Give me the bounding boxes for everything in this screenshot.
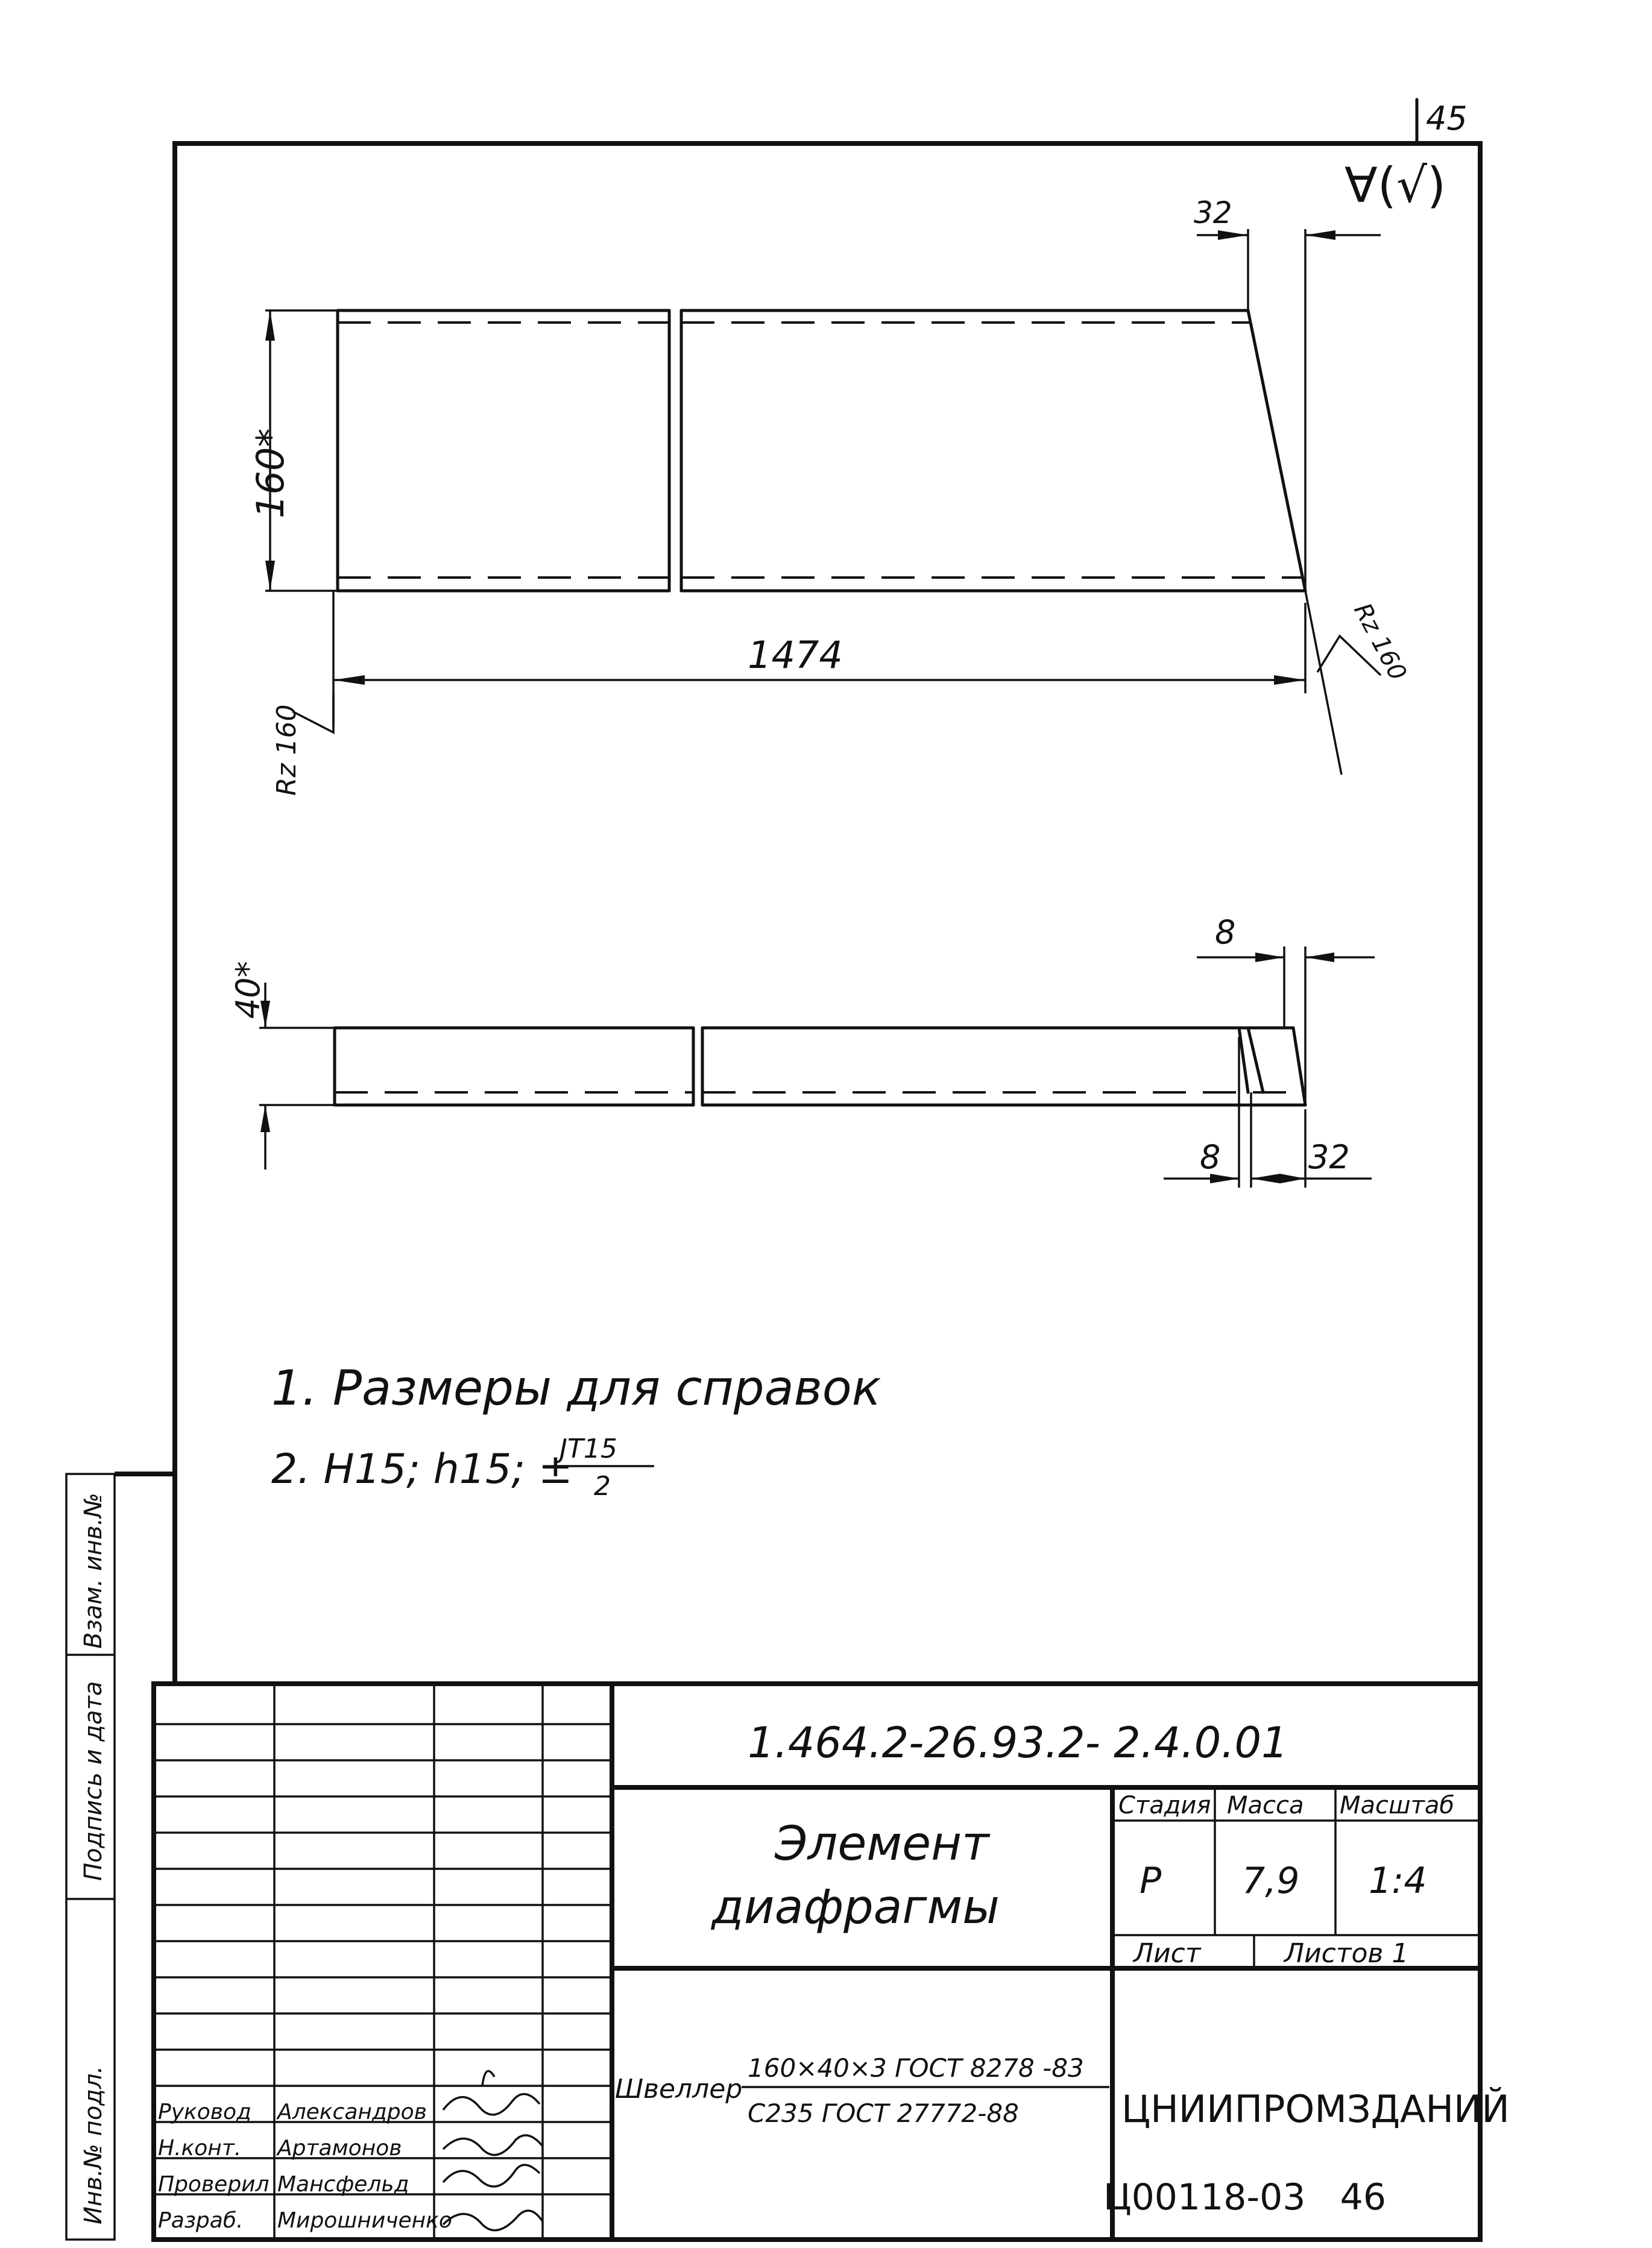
part-name-line1: Элемент (775, 1817, 989, 1871)
material-line2: С235 ГОСТ 27772-88 (748, 2098, 1019, 2128)
handwritten-signatures (443, 2071, 543, 2230)
role-4: Разраб. (158, 2208, 244, 2233)
stage-value: Р (1140, 1860, 1162, 1902)
side-view-dim-bottom-left: 8 (1200, 1138, 1221, 1176)
sheet-label: Лист (1133, 1938, 1201, 1969)
role-1: Руковод (158, 2100, 251, 2124)
note-1: 1. Размеры для справок (271, 1360, 881, 1416)
material-line1: 160×40×3 ГОСТ 8278 -83 (748, 2053, 1084, 2083)
part-name-line2: диафрагмы (711, 1880, 1000, 1935)
top-view-dim-height: 160* (248, 428, 292, 518)
scale-header: Масштаб (1340, 1792, 1455, 1819)
mass-value: 7,9 (1242, 1860, 1300, 1902)
name-1: Александров (277, 2100, 427, 2124)
name-3: Мансфельд (277, 2172, 409, 2197)
designation: 1.464.2-26.93.2- 2.4.0.01 (748, 1718, 1288, 1768)
margin-label-signature-date: Подпись и дата (80, 1681, 107, 1881)
top-view-roughness-left: Rz 160 (271, 704, 302, 796)
stage-header: Стадия (1118, 1792, 1211, 1819)
sheets-label: Листов 1 (1284, 1938, 1409, 1969)
top-view-roughness-right: Rz 160 (1348, 599, 1412, 685)
margin-label-inv-zam: Взам. инв.№ (80, 1493, 107, 1649)
role-2: Н.конт. (158, 2136, 242, 2161)
top-view-dim-length: 1474 (748, 633, 843, 677)
side-view-dim-top: 8 (1215, 913, 1236, 951)
role-3: Проверил (158, 2172, 270, 2197)
name-2: Артамонов (277, 2136, 402, 2161)
name-4: Мирошниченко (277, 2208, 452, 2233)
mass-header: Масса (1227, 1792, 1304, 1819)
note-2-numerator: JT15 (560, 1434, 617, 1464)
note-2-prefix: 2. H15; h15; ± (271, 1446, 573, 1493)
side-view-dim-height: 40* (229, 961, 267, 1019)
note-2-denominator: 2 (594, 1471, 611, 1502)
top-view (265, 229, 1381, 775)
material-prefix: Швеллер (615, 2074, 743, 2105)
footer-code: Ц00118-03 46 (1103, 2176, 1387, 2218)
top-view-dim-bevel: 32 (1194, 195, 1232, 230)
general-roughness-symbol: ∀(√) (1345, 157, 1446, 213)
sheet-number-top: 45 (1426, 99, 1468, 137)
side-view-dim-bottom-right: 32 (1308, 1138, 1350, 1176)
margin-label-inv-podl: Инв.№ подл. (80, 2065, 107, 2224)
scale-value: 1:4 (1369, 1860, 1427, 1902)
organization: ЦНИИПРОМЗДАНИЙ (1121, 2087, 1510, 2131)
